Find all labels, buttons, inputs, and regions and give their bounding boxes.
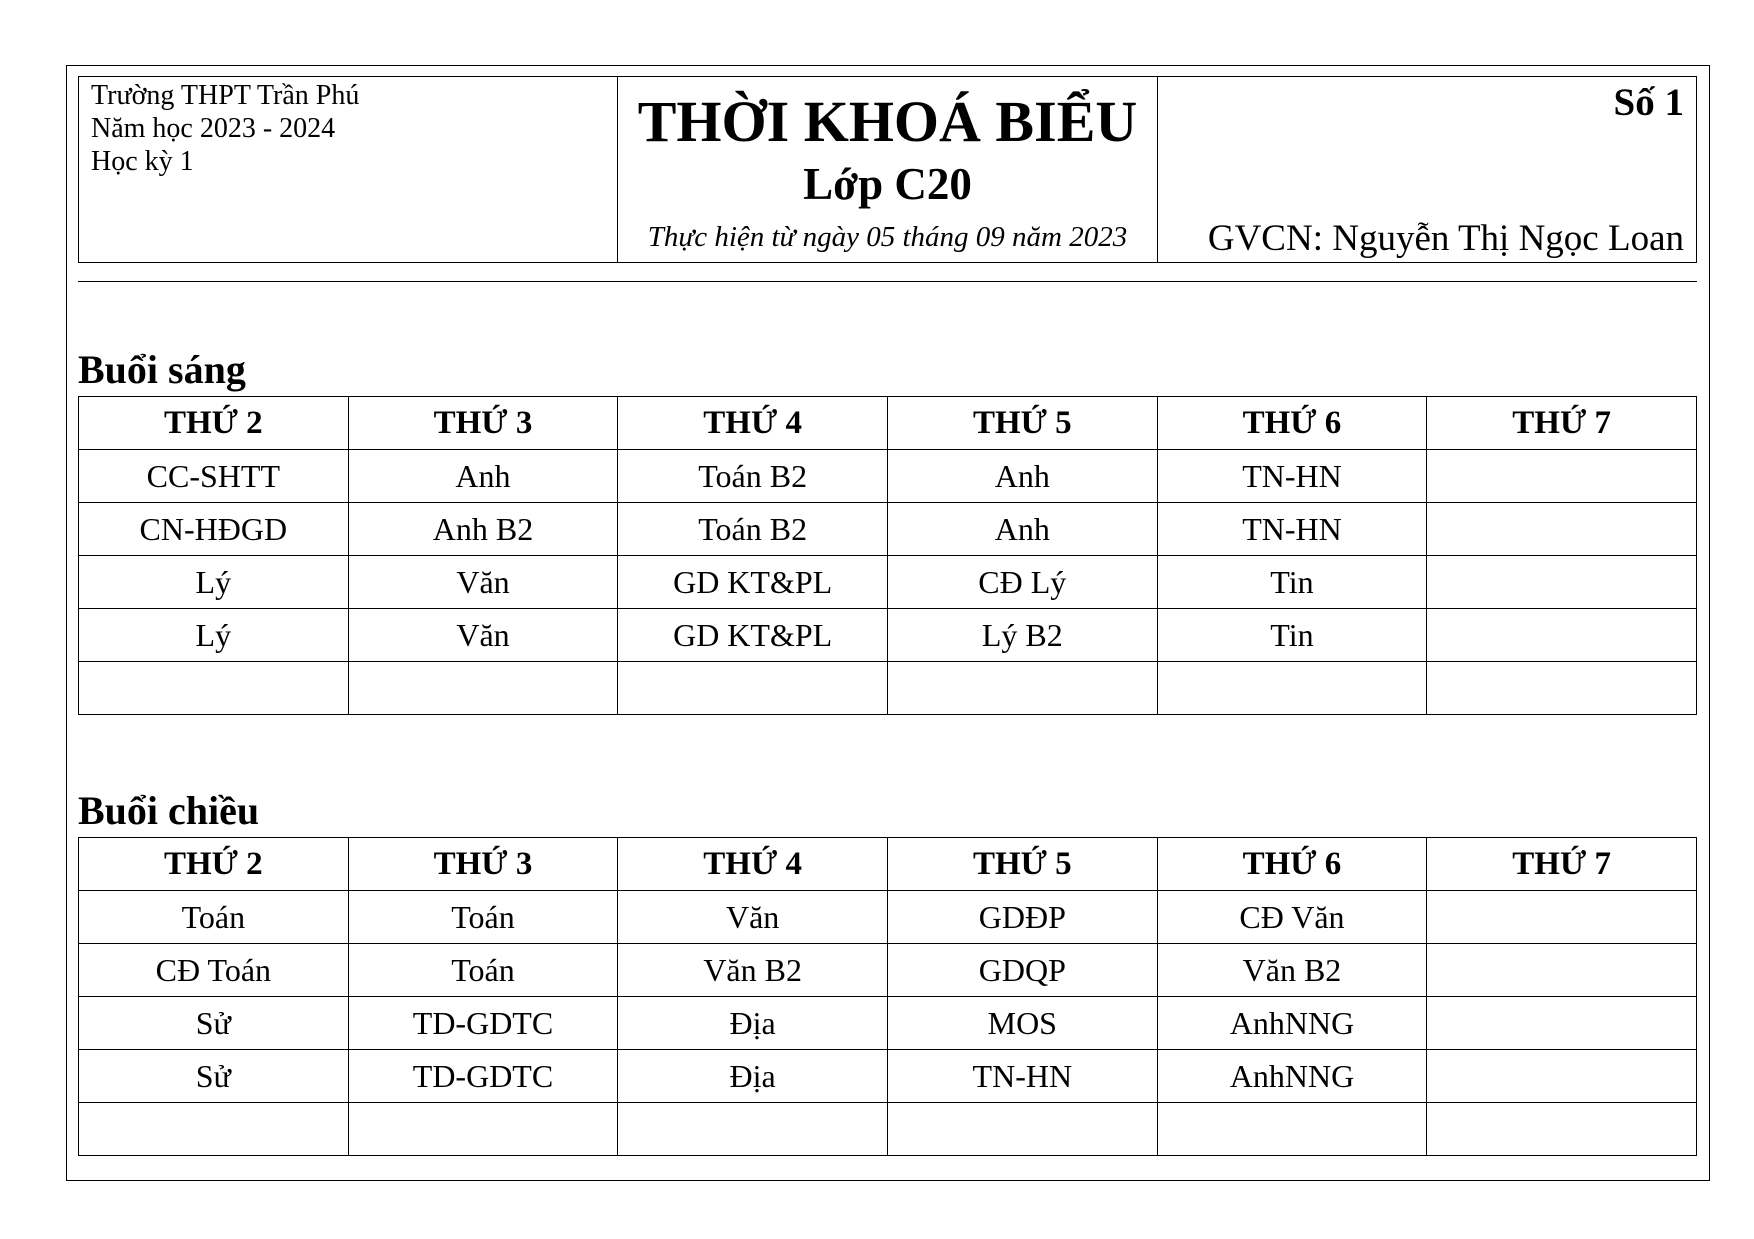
subject-cell: GDĐP (887, 891, 1157, 944)
subject-cell (618, 662, 888, 715)
subject-cell: TN-HN (1157, 450, 1427, 503)
subject-cell: Toán B2 (618, 503, 888, 556)
school-name: Trường THPT Trần Phú (91, 80, 360, 111)
subject-cell (1157, 1103, 1427, 1156)
subject-cell: AnhNNG (1157, 997, 1427, 1050)
subject-cell: Địa (618, 997, 888, 1050)
table-row (79, 1050, 1697, 1103)
subject-cell (618, 1103, 888, 1156)
table-row (79, 662, 1697, 715)
table-row (79, 1103, 1697, 1156)
subject-cell: Toán (79, 891, 349, 944)
subject-cell: Anh (887, 503, 1157, 556)
subject-cell: TD-GDTC (348, 1050, 618, 1103)
table-row (79, 944, 1697, 997)
semester: Học kỳ 1 (91, 146, 194, 177)
morning-timetable (78, 396, 1697, 715)
table-row (79, 891, 1697, 944)
subject-cell: TN-HN (1157, 503, 1427, 556)
subject-cell: CĐ Văn (1157, 891, 1427, 944)
table-row (79, 556, 1697, 609)
subject-cell: Toán B2 (618, 450, 888, 503)
school-info (79, 77, 618, 262)
subject-cell: MOS (887, 997, 1157, 1050)
class-label: Lớp C20 (803, 159, 972, 209)
subject-cell: Văn B2 (618, 944, 888, 997)
header-row (79, 397, 1697, 450)
subject-cell (1427, 1103, 1697, 1156)
afternoon-section-title: Buổi chiều (78, 788, 260, 833)
subject-cell: CN-HĐGD (79, 503, 349, 556)
header (78, 76, 1697, 263)
divider (78, 281, 1697, 282)
subject-cell: Tin (1157, 556, 1427, 609)
subject-cell (1427, 556, 1697, 609)
subject-cell: Sử (79, 1050, 349, 1103)
subject-cell (1427, 450, 1697, 503)
day-header: THỨ 3 (348, 397, 618, 450)
subject-cell: Anh (887, 450, 1157, 503)
subject-cell: Anh B2 (348, 503, 618, 556)
subject-cell: Văn B2 (1157, 944, 1427, 997)
effective-date: Thực hiện từ ngày 05 tháng 09 năm 2023 (647, 221, 1128, 253)
header-row (79, 838, 1697, 891)
subject-cell: CC-SHTT (79, 450, 349, 503)
subject-cell (348, 1103, 618, 1156)
info-block (1158, 77, 1696, 262)
subject-cell: Toán (348, 944, 618, 997)
subject-cell (1427, 503, 1697, 556)
table-row (79, 997, 1697, 1050)
document-number: Số 1 (1613, 81, 1684, 124)
table-row (79, 450, 1697, 503)
subject-cell (1157, 662, 1427, 715)
subject-cell (887, 1103, 1157, 1156)
day-header: THỨ 4 (618, 397, 888, 450)
subject-cell: Lý (79, 556, 349, 609)
subject-cell: Địa (618, 1050, 888, 1103)
subject-cell (348, 662, 618, 715)
subject-cell (1427, 609, 1697, 662)
subject-cell: Văn (348, 609, 618, 662)
day-header: THỨ 7 (1427, 397, 1697, 450)
subject-cell (79, 1103, 349, 1156)
day-header: THỨ 2 (79, 397, 349, 450)
school-year: Năm học 2023 - 2024 (91, 113, 336, 144)
subject-cell: GD KT&PL (618, 609, 888, 662)
table-row (79, 609, 1697, 662)
subject-cell (1427, 1050, 1697, 1103)
subject-cell (1427, 944, 1697, 997)
day-header: THỨ 3 (348, 838, 618, 891)
afternoon-timetable (78, 837, 1697, 1156)
day-header: THỨ 6 (1157, 838, 1427, 891)
document-title: THỜI KHOÁ BIỂU (637, 89, 1138, 154)
day-header: THỨ 2 (79, 838, 349, 891)
day-header: THỨ 7 (1427, 838, 1697, 891)
subject-cell: TN-HN (887, 1050, 1157, 1103)
table-row (79, 503, 1697, 556)
subject-cell: CĐ Toán (79, 944, 349, 997)
title-block (618, 77, 1158, 262)
subject-cell (1427, 662, 1697, 715)
subject-cell (1427, 997, 1697, 1050)
subject-cell: Văn (348, 556, 618, 609)
subject-cell: GDQP (887, 944, 1157, 997)
homeroom-teacher: GVCN: Nguyễn Thị Ngọc Loan (1207, 218, 1684, 259)
subject-cell: Văn (618, 891, 888, 944)
subject-cell: TD-GDTC (348, 997, 618, 1050)
day-header: THỨ 5 (887, 397, 1157, 450)
subject-cell (1427, 891, 1697, 944)
subject-cell: Anh (348, 450, 618, 503)
morning-section-title: Buổi sáng (78, 347, 246, 392)
subject-cell: GD KT&PL (618, 556, 888, 609)
subject-cell: CĐ Lý (887, 556, 1157, 609)
subject-cell (79, 662, 349, 715)
day-header: THỨ 4 (618, 838, 888, 891)
subject-cell: Sử (79, 997, 349, 1050)
subject-cell (887, 662, 1157, 715)
day-header: THỨ 5 (887, 838, 1157, 891)
subject-cell: Tin (1157, 609, 1427, 662)
subject-cell: Lý B2 (887, 609, 1157, 662)
subject-cell: Toán (348, 891, 618, 944)
day-header: THỨ 6 (1157, 397, 1427, 450)
subject-cell: AnhNNG (1157, 1050, 1427, 1103)
subject-cell: Lý (79, 609, 349, 662)
